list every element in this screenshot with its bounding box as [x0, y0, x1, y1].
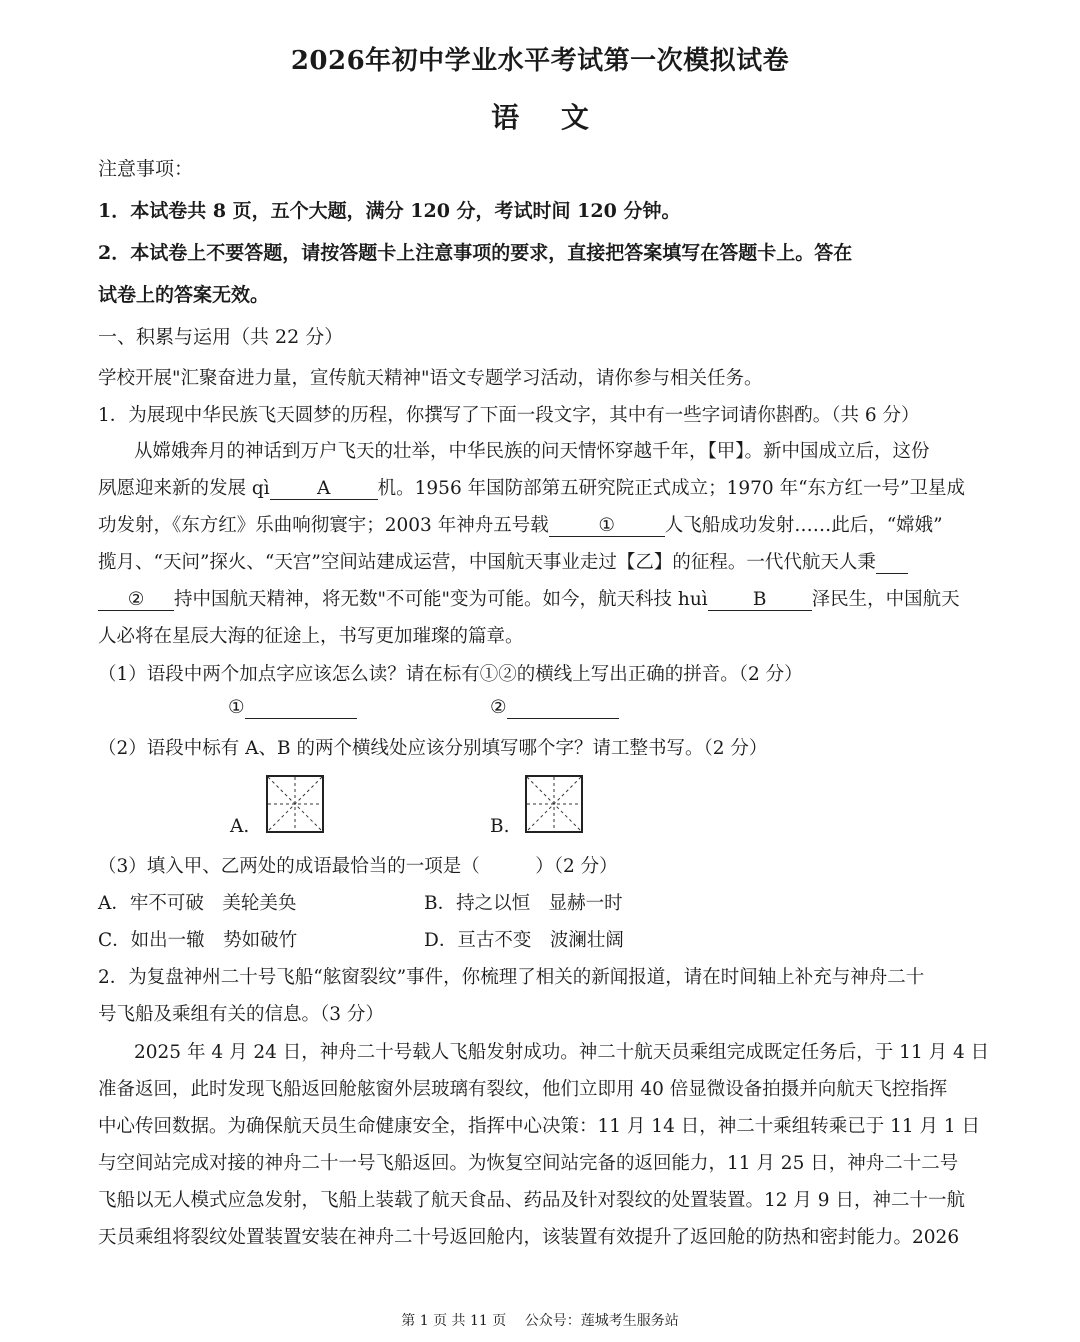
section-1-heading: 一、积累与运用（共 22 分）: [98, 326, 344, 348]
option-B[interactable]: B．持之以恒 显赫一时: [424, 893, 623, 914]
news-line-2: 准备返回，此时发现飞船返回舱舷窗外层玻璃有裂纹，他们立即用 40 倍显微设备拍摄并向航天飞控指挥: [98, 1079, 948, 1100]
passage-line-4: [98, 548, 908, 574]
passage-line-1: 从嫦娥奔月的神话到万户飞天的壮举，中华民族的问天情怀穿越千年，【甲】。新中国成立后，这份: [134, 441, 930, 462]
notice-heading: 注意事项：: [98, 158, 194, 180]
character-grid-A[interactable]: [266, 775, 324, 833]
news-line-1: 2025 年 4 月 24 日，神舟二十号载人飞船发射成功。神二十航天员乘组完成既定任务后，于 11 月 4 日: [134, 1042, 990, 1063]
passage-line-5: [98, 585, 960, 611]
passage-line-6: 人必将在星辰大海的征途上，书写更加璀璨的篇章。: [98, 626, 524, 647]
section-1-intro: 学校开展"汇聚奋进力量，宣传航天精神"语文专题学习活动，请你参与相关任务。: [98, 368, 763, 389]
char-box-label-A: A.: [230, 816, 250, 837]
option-C[interactable]: C．如出一辙 势如破竹: [98, 930, 298, 951]
pinyin-answer-1[interactable]: [228, 697, 357, 719]
question-1-2: （2）语段中标有 A、B 的两个横线处应该分别填写哪个字？请工整书写。（2 分）: [98, 738, 768, 759]
notice-item-2-line-2: 试卷上的答案无效。: [98, 284, 270, 306]
char-box-label-B: B.: [490, 816, 510, 837]
option-D[interactable]: D．亘古不变 波澜壮阔: [424, 930, 624, 951]
news-line-3: 中心传回数据。为确保航天员生命健康安全，指挥中心决策：11 月 14 日，神二十乘组转乘已于 11 月 1 日: [98, 1116, 981, 1137]
exam-title: 2026年初中学业水平考试第一次模拟试卷: [290, 46, 790, 76]
pinyin-label-1: ①: [228, 697, 245, 718]
news-line-4: 与空间站完成对接的神舟二十一号飞船返回。为恢复空间站完备的返回能力，11 月 25 日，神舟二十二号: [98, 1153, 959, 1174]
passage-line-2: [98, 474, 965, 500]
passage-line-2-end: 机。1956 年国防部第五研究院正式成立；1970 年“东方红一号”卫星成: [377, 478, 965, 499]
blank-A: A: [270, 479, 378, 500]
pinyin-blank-2[interactable]: [507, 698, 619, 719]
character-grid-B[interactable]: [525, 775, 583, 833]
news-line-5: 飞船以无人模式应急发射，飞船上装载了航天食品、药品及针对裂纹的处置装置。12 月 9 日，神二十一航: [98, 1190, 965, 1211]
page-footer: 第 1 页 共 11 页 公众号：莲城考生服务站: [401, 1313, 679, 1329]
question-2-line-2: 号飞船及乘组有关的信息。（3 分）: [98, 1004, 384, 1025]
passage-line-5-end: 泽民生，中国航天: [811, 589, 960, 610]
question-1-1: （1）语段中两个加点字应该怎么读？请在标有①②的横线上写出正确的拼音。（2 分）: [98, 664, 803, 685]
grid-lines-icon: [268, 777, 322, 831]
question-1-3: （3）填入甲、乙两处的成语最恰当的一项是（ ）（2 分）: [98, 856, 618, 877]
passage-line-4-text: 揽月、“天问”探火、“天宫”空间站建成运营，中国航天事业走过【乙】的征程。一代代航天人秉: [98, 552, 876, 573]
notice-item-2-line-1: 2．本试卷上不要答题，请按答题卡上注意事项的要求，直接把答案填写在答题卡上。答在: [98, 242, 853, 264]
grid-lines-icon: [527, 777, 581, 831]
question-1-stem: 1．为展现中华民族飞天圆梦的历程，你撰写了下面一段文字，其中有一些字词请你斟酌。（共 6 分）: [98, 405, 920, 426]
notice-item-1: 1．本试卷共 8 页，五个大题，满分 120 分，考试时间 120 分钟。: [98, 200, 681, 222]
passage-line-3-end: 人飞船成功发射……此后，“嫦娥”: [664, 515, 943, 536]
passage-line-5-start: 持中国航天精神，将无数"不可能"变为可能。如今，航天科技 huì: [174, 589, 708, 610]
pinyin-answer-2[interactable]: [490, 697, 619, 719]
question-2-line-1: 2．为复盘神州二十号飞船“舷窗裂纹”事件，你梳理了相关的新闻报道，请在时间轴上补充与神舟二十: [98, 967, 925, 988]
blank-2: ②: [98, 590, 174, 611]
blank-2-start: [876, 553, 908, 574]
pinyin-label-2: ②: [490, 697, 507, 718]
passage-line-2-start: 夙愿迎来新的发展 qì: [98, 478, 270, 499]
option-A[interactable]: A．牢不可破 美轮美奂: [98, 893, 297, 914]
blank-B: B: [708, 590, 812, 611]
subject-title: 语 文: [491, 101, 605, 134]
blank-1: ①: [549, 516, 665, 537]
pinyin-blank-1[interactable]: [245, 698, 357, 719]
passage-line-3: [98, 511, 943, 537]
passage-line-3-start: 功发射，《东方红》乐曲响彻寰宇；2003 年神舟五号载: [98, 515, 549, 536]
news-line-6: 天员乘组将裂纹处置装置安装在神舟二十号返回舱内，该装置有效提升了返回舱的防热和密封能力。2026: [98, 1227, 960, 1248]
